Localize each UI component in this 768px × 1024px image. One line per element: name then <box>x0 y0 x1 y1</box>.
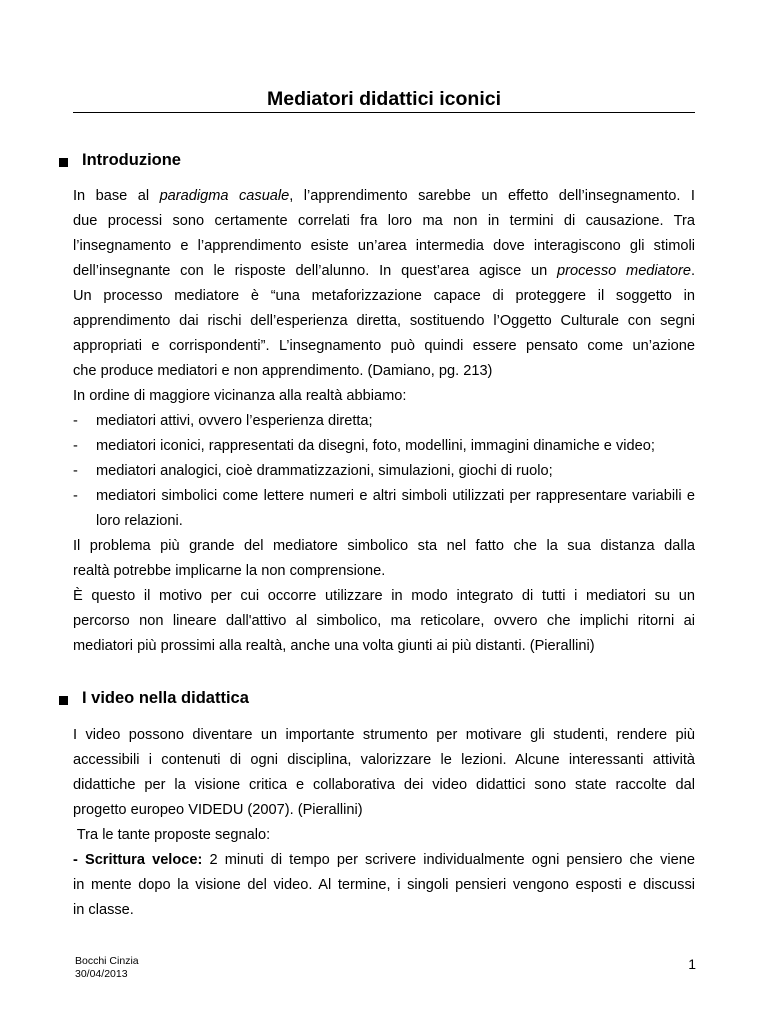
list-item: - mediatori analogici, cioè drammatizzazioni, simulazioni, giochi di ruolo; <box>73 459 695 484</box>
list-dash: - <box>73 413 78 429</box>
activity-line: in mente dopo la visione del video. Al termine, i singoli pensieri vengono esposti e discussi <box>73 877 695 893</box>
paragraph-line: che produce mediatori e non apprendimento. (Damiano, pg. 213) <box>73 363 493 379</box>
paragraph-line: didattiche per la visione critica e collaborativa dei video didattici sono state raccolte dal <box>73 777 695 793</box>
paragraph-line: In base al paradigma casuale, l’apprendimento sarebbe un effetto dell’insegnamento. I <box>73 188 695 204</box>
paragraph-line: In ordine di maggiore vicinanza alla realtà abbiamo: <box>73 388 407 404</box>
paragraph-line: appropriati e corrispondenti”. L’insegnamento può quindi essere pensato come un’azione <box>73 338 695 354</box>
paragraph-line: accessibili i contenuti di ogni disciplina, valorizzare le lezioni. Alcune interessanti attività <box>73 752 695 768</box>
list-dash: - <box>73 463 78 479</box>
paragraph-line: Il problema più grande del mediatore simbolico sta nel fatto che la sua distanza dalla <box>73 538 695 554</box>
introduzione-body <box>73 184 695 659</box>
footer-author: Bocchi Cinzia <box>75 955 139 967</box>
square-bullet-icon <box>59 158 68 167</box>
list-item: - mediatori attivi, ovvero l’esperienza diretta; <box>73 409 695 434</box>
paragraph-line: Un processo mediatore è “una metaforizzazione capace di proteggere il soggetto in <box>73 288 695 304</box>
paragraph-line: dell’insegnante con le risposte dell’alunno. In quest’area agisce un processo mediatore. <box>73 263 695 279</box>
paragraph-line: l’insegnamento e l’apprendimento esiste un’area intermedia dove interagiscono gli stimoli <box>73 238 695 254</box>
page-number: 1 <box>688 956 696 972</box>
list-dash: - <box>73 438 78 454</box>
list-item: - mediatori simbolici come lettere numeri e altri simboli utilizzati per rappresentare variabili e loro relazioni. <box>73 484 695 534</box>
footer-date: 30/04/2013 <box>75 968 128 980</box>
square-bullet-icon <box>59 696 68 705</box>
activity-line: in classe. <box>73 902 134 918</box>
section-heading-introduzione <box>59 149 699 171</box>
title-underline <box>73 112 695 113</box>
video-didattica-body <box>73 723 695 923</box>
paragraph-line: progetto europeo VIDEDU (2007). (Pierallini) <box>73 802 363 818</box>
paragraph-line: È questo il motivo per cui occorre utilizzare in modo integrato di tutti i mediatori su un <box>73 588 695 604</box>
paragraph-line: I video possono diventare un importante strumento per motivare gli studenti, rendere più <box>73 727 695 743</box>
section-heading-text: Introduzione <box>82 151 181 169</box>
paragraph-line: due processi sono certamente correlati fra loro ma non in termini di causazione. Tra <box>73 213 695 229</box>
activity-line: - Scrittura veloce: 2 minuti di tempo per scrivere individualmente ogni pensiero che viene <box>73 852 696 868</box>
section-heading-text: I video nella didattica <box>82 689 249 707</box>
paragraph-line: apprendimento dai rischi dell’esperienza diretta, sostituendo l’Oggetto Culturale con segni <box>73 313 695 329</box>
list-dash: - <box>73 488 78 504</box>
list-item: - mediatori iconici, rappresentati da disegni, foto, modellini, immagini dinamiche e video; <box>73 434 695 459</box>
activity-label: - Scrittura veloce: <box>73 852 203 868</box>
paragraph-line: Tra le tante proposte segnalo: <box>73 827 271 843</box>
paragraph-line: percorso non lineare dall'attivo al simbolico, ma reticolare, ovvero che implichi ritorni ai <box>73 613 695 629</box>
paragraph-line: realtà potrebbe implicarne la non comprensione. <box>73 563 386 579</box>
section-heading-video-didattica <box>59 687 699 709</box>
paragraph-line: mediatori più prossimi alla realtà, anche una volta giunti ai più distanti. (Pierallini) <box>73 638 595 654</box>
document-title: Mediatori didattici iconici <box>266 88 502 110</box>
